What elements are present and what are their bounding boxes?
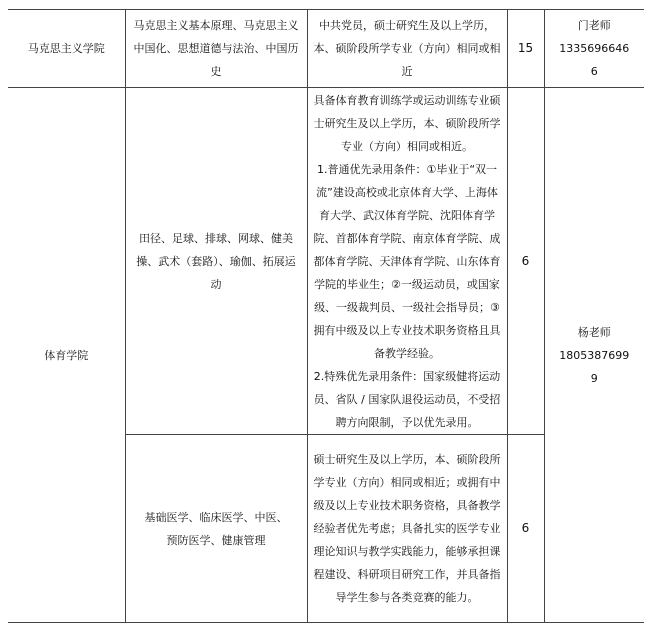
- count-cell: [507, 10, 544, 88]
- requirements-text: 中共党员，硕士研究生及以上学历，本、硕阶段所学专业（方向）相同或相近: [313, 19, 501, 78]
- requirements-cell: [307, 435, 507, 623]
- college-name: 体育学院: [44, 348, 89, 362]
- contact-name: 门老师: [577, 19, 611, 32]
- requirements-special-priority: 2.特殊优先录用条件：国家级健将运动员、省队 / 国家队退役运动员，不受招聘方向限制，予以优先录用。: [313, 369, 501, 429]
- recruit-count: 6: [521, 253, 530, 268]
- requirements-cell: [307, 10, 507, 88]
- recruit-count: 6: [521, 521, 530, 535]
- majors-cell: [125, 88, 307, 435]
- contact-phone: 13356966466: [559, 42, 630, 78]
- contact-cell: [544, 10, 644, 88]
- requirements-general-priority: 1.普通优先录用条件：①毕业于“双一流”建设高校或北京体育大学、上海体育大学、武汉体育学院、沈阳体育学院、首都体育学院、南京体育学院、成都体育学院、天津体育学院、山东体育学院的毕业生；②一级运动员，或国家级、一级裁判员、一级社会指导员；③拥有中级及以上专业技术职务资格且具备教学经验。: [313, 162, 501, 360]
- contact-cell: [544, 88, 644, 623]
- count-cell: [507, 435, 544, 623]
- college-cell: [8, 88, 125, 623]
- table-row: [8, 10, 644, 88]
- recruitment-table-page: [8, 9, 644, 626]
- requirements-cell: [307, 88, 507, 435]
- contact-name: 杨老师: [577, 325, 611, 339]
- requirements-intro: 具备体育教育训练学或运动训练专业硕士研究生及以上学历，本、硕阶段所学专业（方向）相同或相近。: [313, 93, 501, 153]
- recruitment-table: [8, 9, 644, 623]
- college-cell: [8, 10, 125, 88]
- table-row: [8, 88, 644, 435]
- contact-phone: 18053876999: [559, 348, 630, 385]
- majors-cell: [125, 435, 307, 623]
- college-name: 马克思主义学院: [27, 42, 105, 55]
- majors-text: 基础医学、临床医学、中医、预防医学、健康管理: [144, 510, 288, 547]
- requirements-text: 硕士研究生及以上学历，本、硕阶段所学专业（方向）相同或相近；或拥有中级及以上专业技术职务资格，具备教学经验者优先考虑；具备扎实的医学专业理论知识与教学实践能力，能够承担课程建设、科研项目研究工作，并具备指导学生参与各类竞赛的能力。: [313, 453, 501, 604]
- majors-text: 田径、足球、排球、网球、健美操、武术（套路）、瑜伽、拓展运动: [136, 231, 296, 291]
- majors-text: 马克思主义基本原理、马克思主义中国化、思想道德与法治、中国历史: [133, 19, 299, 78]
- count-cell: [507, 88, 544, 435]
- majors-cell: [125, 10, 307, 88]
- recruit-count: 15: [517, 41, 534, 55]
